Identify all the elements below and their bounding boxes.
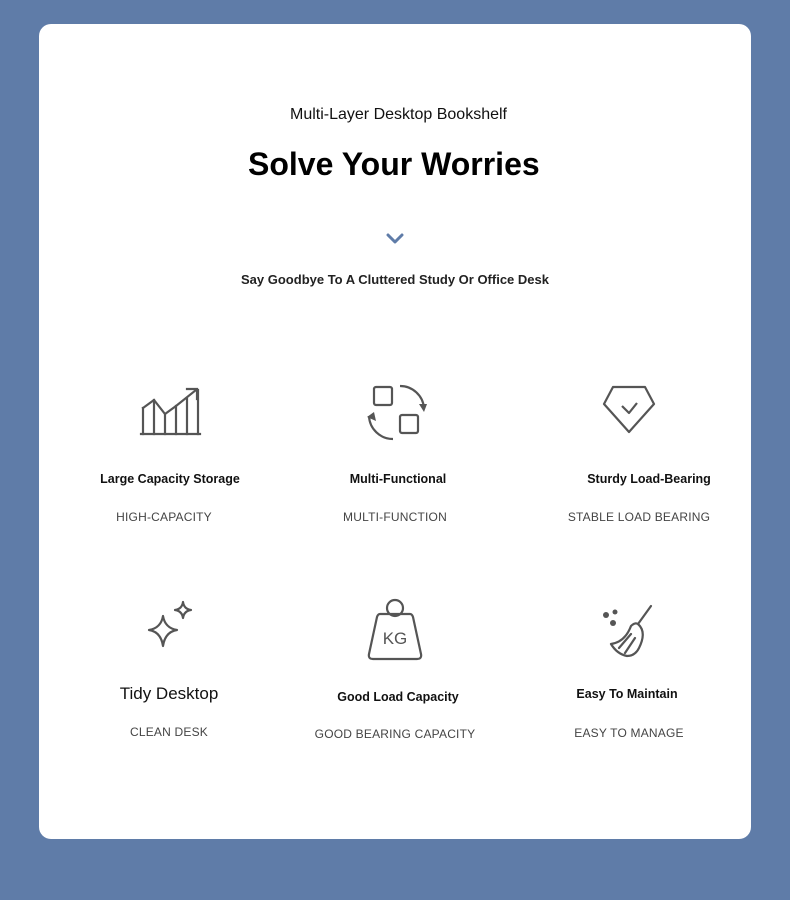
feature-desc: EASY TO MANAGE xyxy=(574,726,684,740)
diamond-check-icon xyxy=(601,384,657,436)
feature-good-load xyxy=(285,596,505,741)
product-subtitle: Multi-Layer Desktop Bookshelf xyxy=(290,106,507,123)
page-title: Solve Your Worries xyxy=(248,146,540,182)
feature-desc: GOOD BEARING CAPACITY xyxy=(314,727,476,741)
feature-desc: STABLE LOAD BEARING xyxy=(567,510,711,524)
feature-tidy-desktop xyxy=(59,600,279,739)
feature-desc: CLEAN DESK xyxy=(129,725,209,739)
tagline: Say Goodbye To A Cluttered Study Or Office Desk xyxy=(241,272,549,287)
feature-easy-maintain xyxy=(519,604,739,740)
feature-title: Multi-Functional xyxy=(349,472,447,486)
svg-text:KG: KG xyxy=(382,629,408,648)
broom-icon xyxy=(601,604,657,660)
feature-title: Tidy Desktop xyxy=(119,684,219,703)
feature-sturdy-load xyxy=(529,384,749,524)
refresh-squares-icon xyxy=(366,382,428,442)
feature-desc: MULTI-FUNCTION xyxy=(343,510,447,524)
feature-large-capacity xyxy=(60,384,280,524)
feature-title: Sturdy Load-Bearing xyxy=(587,472,711,486)
feature-title: Easy To Maintain xyxy=(576,687,678,701)
bar-chart-growth-icon xyxy=(138,384,202,438)
weight-kg-icon xyxy=(366,596,424,662)
feature-title: Large Capacity Storage xyxy=(100,472,240,486)
feature-multi-functional xyxy=(288,382,508,524)
product-card xyxy=(39,24,751,839)
sparkle-icon xyxy=(143,600,195,652)
chevron-down-icon xyxy=(386,232,404,246)
feature-desc: HIGH-CAPACITY xyxy=(116,510,212,524)
feature-title: Good Load Capacity xyxy=(337,690,459,704)
